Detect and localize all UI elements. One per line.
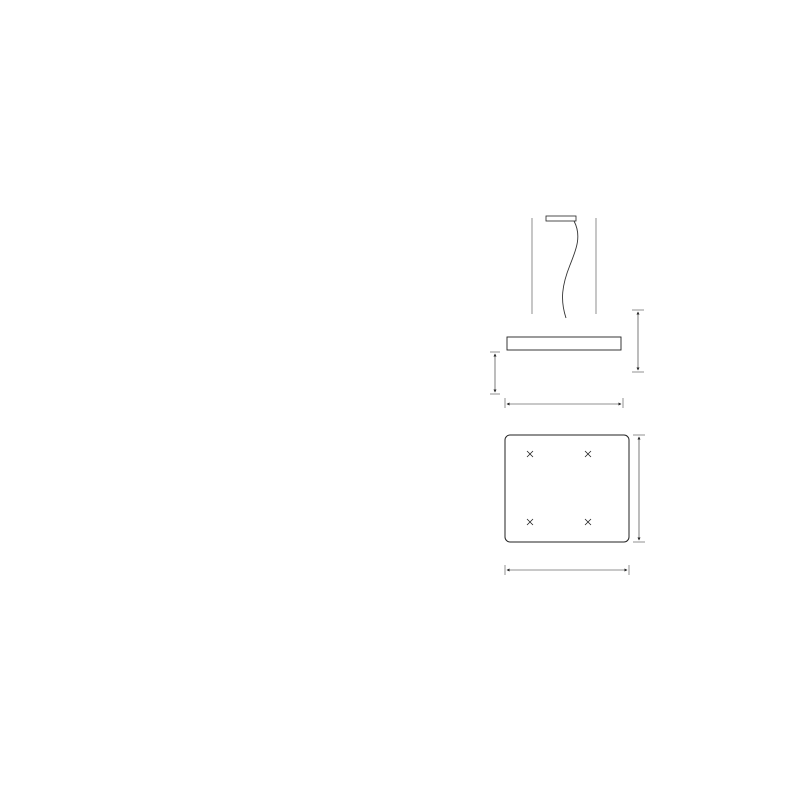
- power-cord: [563, 221, 578, 318]
- side-view-drawing: [490, 216, 644, 408]
- top-view-outline: [505, 435, 629, 542]
- ceiling-canopy: [546, 216, 576, 221]
- top-view-drawing: [505, 435, 645, 575]
- lamp-ring-band: [507, 337, 621, 350]
